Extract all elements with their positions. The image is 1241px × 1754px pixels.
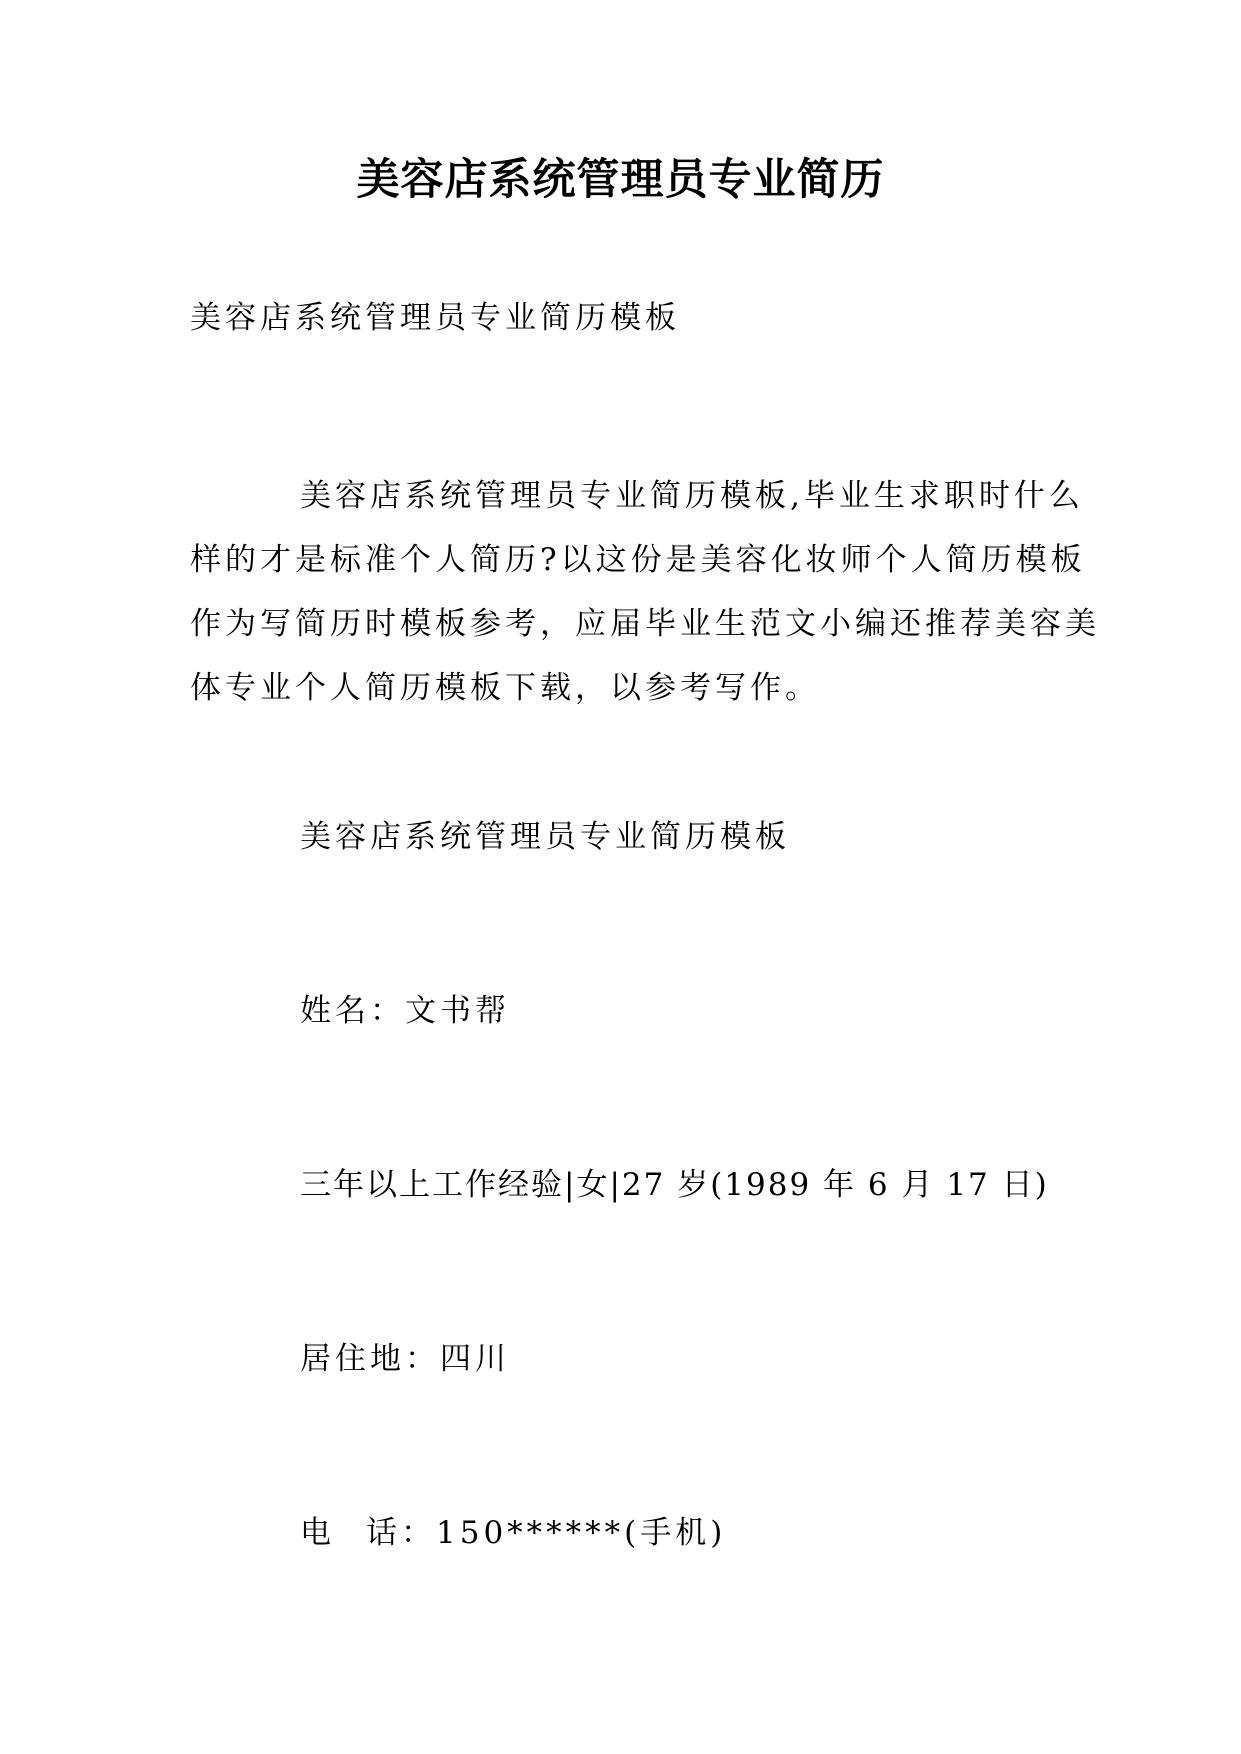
- intro-line-2: 样的才是标准个人简历?以这份是美容化妆师个人简历模板: [190, 542, 1086, 578]
- intro-line-4: 体专业个人简历模板下载，以参考写作。: [190, 670, 820, 706]
- document-subtitle: 美容店系统管理员专业简历模板: [190, 300, 680, 336]
- section-heading: 美容店系统管理员专业简历模板: [300, 819, 790, 855]
- residence-line: 居住地：四川: [300, 1341, 510, 1377]
- info-line: 三年以上工作经验|女|27 岁(1989 年 6 月 17 日): [300, 1167, 1049, 1203]
- phone-value: 150******(手机): [436, 1515, 727, 1551]
- phone-label-part-1: 电: [300, 1515, 335, 1551]
- intro-line-1: 美容店系统管理员专业简历模板,毕业生求职时什么: [300, 478, 1084, 514]
- document-title: 美容店系统管理员专业简历: [356, 155, 885, 205]
- phone-line: [300, 1511, 726, 1555]
- name-line: 姓名：文书帮: [300, 993, 510, 1029]
- intro-paragraph: [190, 464, 1100, 720]
- phone-label-part-2: 话：: [366, 1515, 436, 1551]
- intro-line-3: 作为写简历时模板参考，应届毕业生范文小编还推荐美容美: [190, 606, 1100, 642]
